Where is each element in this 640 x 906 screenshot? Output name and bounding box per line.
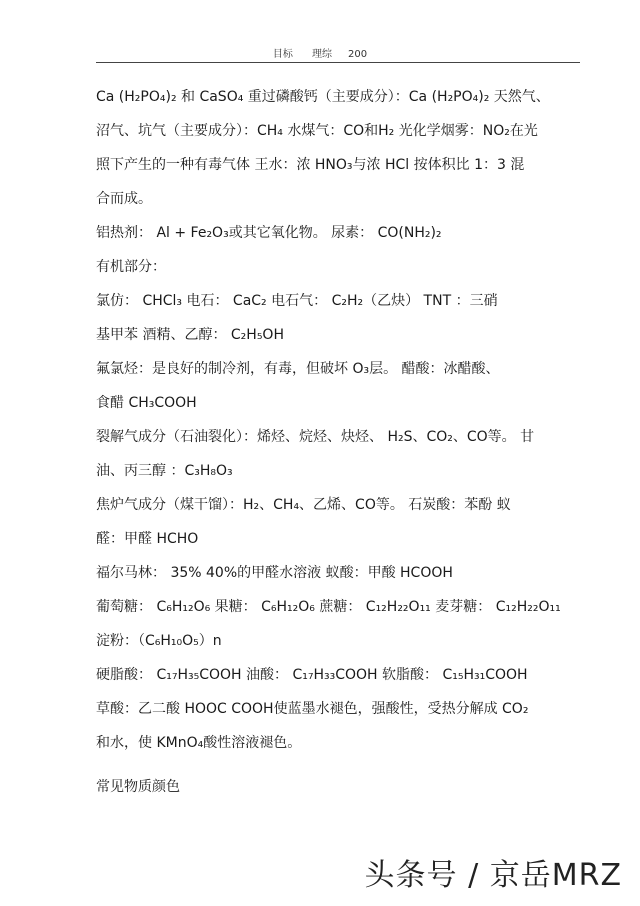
text-line: 裂解气成分（石油裂化）：烯烃、烷烃、炔烃、 H₂S、CO₂、CO等。 甘: [96, 429, 535, 445]
section-heading: 常见物质颜色: [96, 779, 180, 795]
text-line: 氟氯烃：是良好的制冷剂，有毒，但破坏 O₃层。 醋酸：冰醋酸、: [96, 361, 500, 377]
text-line: 沼气、坑气（主要成分）：CH₄ 水煤气：CO和H₂ 光化学烟雾：NO₂在光: [96, 123, 538, 139]
watermark-text: 头条号 / 京岳MRZ: [364, 858, 622, 893]
text-line: 氯仿： CHCl₃ 电石： CaC₂ 电石气： C₂H₂（乙炔） TNT ：三硝: [96, 293, 498, 309]
text-line: 草酸：乙二酸 HOOC COOH使蓝墨水褪色，强酸性，受热分解成 CO₂: [96, 701, 529, 717]
header-rule: [96, 62, 580, 63]
text-line: 葡萄糖： C₆H₁₂O₆ 果糖： C₆H₁₂O₆ 蔗糖： C₁₂H₂₂O₁₁ 麦芽糖： C₁₂H₂₂O₁₁: [96, 599, 561, 615]
text-line: 基甲苯 酒精、乙醇： C₂H₅OH: [96, 327, 284, 343]
text-line: 照下产生的一种有毒气体 王水：浓 HNO₃与浓 HCl 按体积比 1：3 混: [96, 157, 525, 173]
text-line: 油、丙三醇 ：C₃H₈O₃: [96, 463, 233, 479]
header-label-target: 目标: [272, 49, 293, 60]
text-line: 硬脂酸： C₁₇H₃₅COOH 油酸： C₁₇H₃₃COOH 软脂酸： C₁₅H₃₁COOH: [96, 667, 528, 683]
text-line: 焦炉气成分（煤干馏）：H₂、CH₄、乙烯、CO等。 石炭酸：苯酚 蚁: [96, 497, 511, 513]
text-line: 福尔马林： 35% 40%的甲醛水溶液 蚁酸：甲酸 HCOOH: [96, 565, 453, 581]
document-body: [96, 80, 596, 804]
header-label-subject: 理综: [312, 49, 333, 60]
header-label-number: 200: [348, 49, 368, 60]
text-line: 醛：甲醛 HCHO: [96, 531, 199, 547]
text-line: 淀粉：（C₆H₁₀O₅）n: [96, 633, 222, 649]
text-line: 有机部分：: [96, 259, 166, 275]
text-line: 和水，使 KMnO₄酸性溶液褪色。: [96, 735, 302, 751]
text-line: Ca (H₂PO₄)₂ 和 CaSO₄ 重过磷酸钙（主要成分）：Ca (H₂PO₄)₂ 天然气、: [96, 89, 550, 105]
page-header: [0, 45, 640, 60]
text-line: 铝热剂： Al + Fe₂O₃或其它氧化物。 尿素： CO(NH₂)₂: [96, 225, 442, 241]
text-line: 合而成。: [96, 191, 152, 207]
text-line: 食醋 CH₃COOH: [96, 395, 197, 411]
